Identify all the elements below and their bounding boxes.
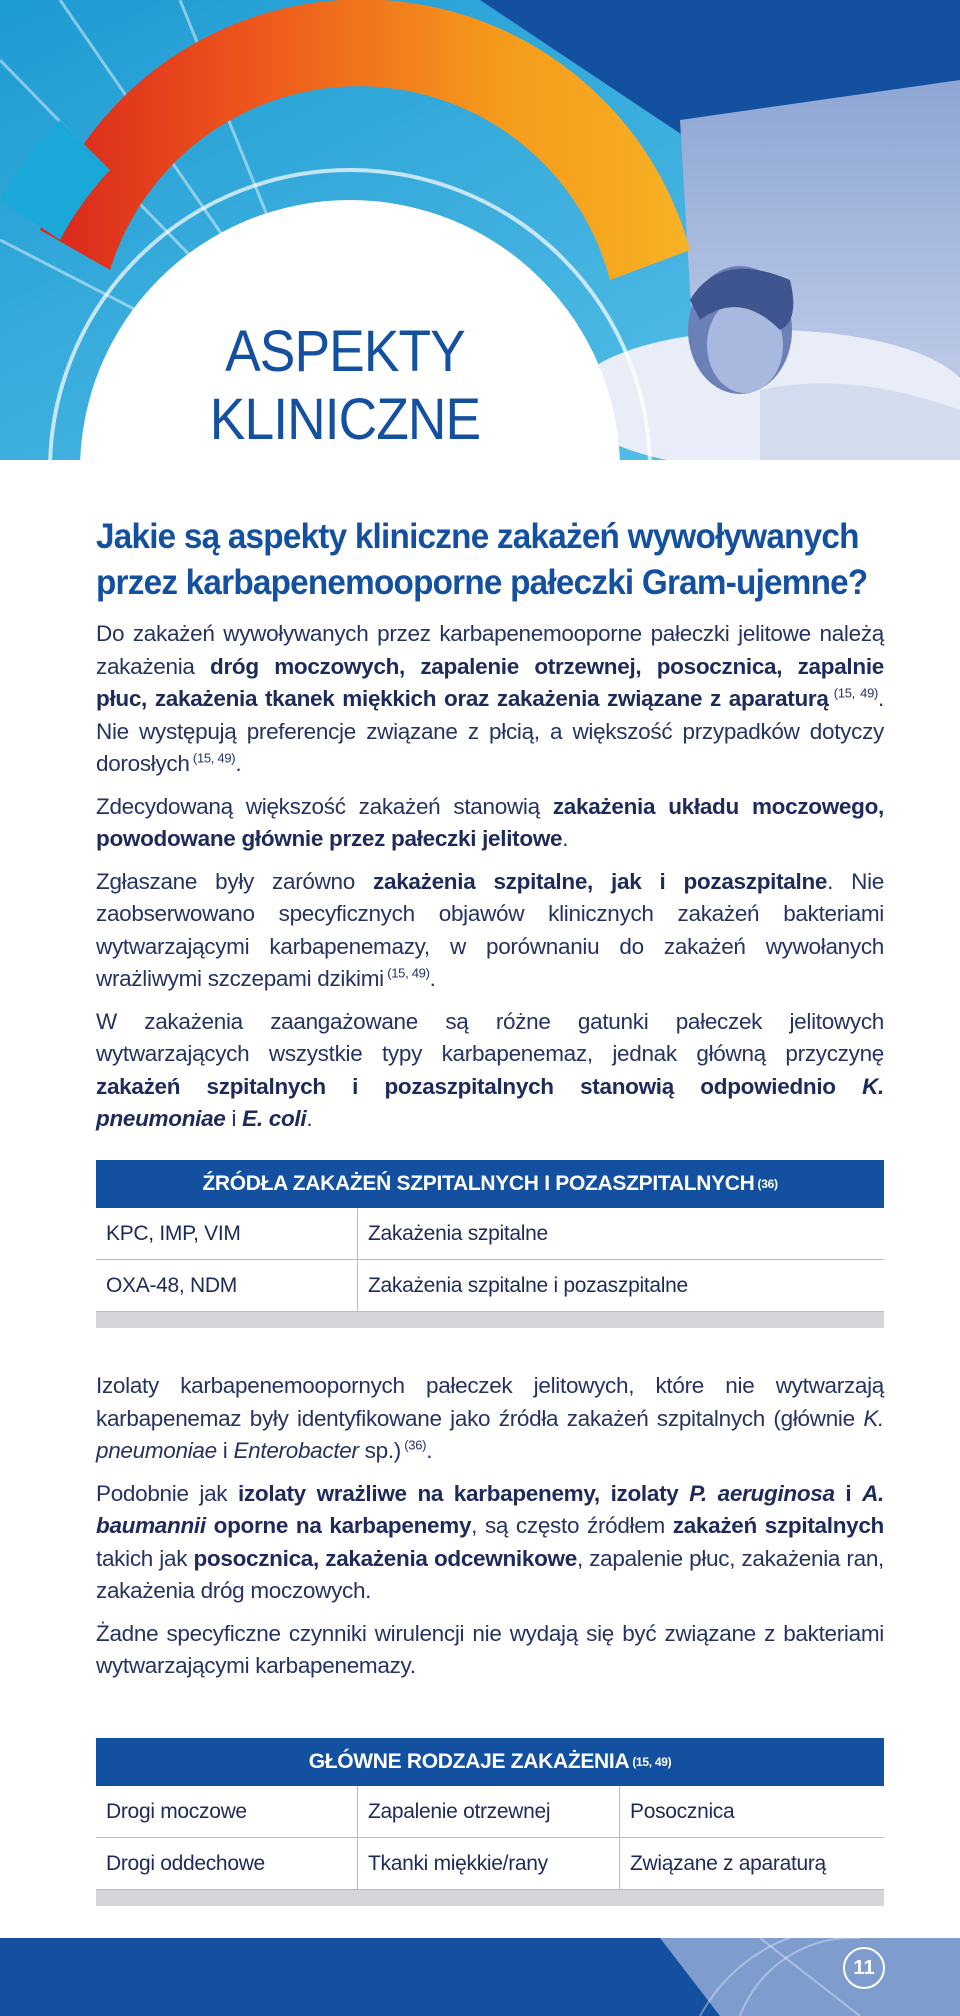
infection-types-table: [96, 1738, 884, 1906]
table-cell: Posocznica: [630, 1799, 735, 1823]
paragraph-6: Podobnie jak izolaty wrażliwe na karbapenemy, izolaty P. aeruginosa i A. baumannii oporne na karbapenemy, są często źródłem zakażeń szpitalnych takich jak posocznica, zakażenia odcewnikowe, zapalenie płuc, zakażenia ran, zakażenia dróg moczowych.: [96, 1480, 885, 1603]
table-cell: Zakażenia szpitalne: [368, 1221, 548, 1245]
table-cell: Drogi oddechowe: [96, 1838, 358, 1889]
table-row: [96, 1208, 884, 1260]
infection-types-table-header: GŁÓWNE RODZAJE ZAKAŻENIA (15, 49): [96, 1738, 884, 1786]
main-content: [96, 514, 884, 1136]
table-cell: Tkanki miękkie/rany: [358, 1838, 620, 1889]
page-title-line2: KLINICZNE: [209, 387, 481, 452]
table-row: [96, 1260, 884, 1312]
section-question: Jakie są aspekty kliniczne zakażeń wywoływanych przez karbapenemooporne pałeczki Gram-ujemne?: [96, 517, 868, 602]
paragraph-1: Do zakażeń wywoływanych przez karbapenemooporne pałeczki jelitowe należą zakażenia dróg moczowych, zapalenie otrzewnej, posocznica, zapalnie płuc, zakażenia tkanek miękkich oraz zakażenia związane z aparaturą $^{(15, 49)}$. Nie występują preferencje związane z płcią, a większość przypadków dotyczy dorosłych $^{(15, 49)}$.: [96, 621, 884, 776]
sources-table: [96, 1160, 884, 1328]
page-number: 11: [843, 1947, 885, 1989]
table-cell: KPC, IMP, VIM: [96, 1208, 358, 1259]
table-row: [96, 1786, 884, 1838]
footer-graphic: [0, 1938, 960, 2016]
lower-content: [96, 1370, 884, 1683]
table-cell: Zapalenie otrzewnej: [358, 1786, 620, 1837]
table-cell: OXA-48, NDM: [96, 1260, 358, 1311]
table-cell: Zakażenia szpitalne i pozaszpitalne: [368, 1273, 688, 1297]
page-title-line1: ASPEKTY: [225, 319, 465, 384]
table-row: [96, 1838, 884, 1890]
table-cell: Związane z aparaturą: [630, 1851, 826, 1875]
paragraph-2: Zdecydowaną większość zakażeń stanowią zakażenia układu moczowego, powodowane głównie przez pałeczki jelitowe.: [96, 793, 884, 851]
paragraph-5: Izolaty karbapenemoopornych pałeczek jelitowych, które nie wytwarzają karbapenemaz były identyfikowane jako źródła zakażeń szpitalnych (głównie K. pneumoniae i Enterobacter sp.) $^{(36)}$.: [96, 1373, 884, 1463]
table-cell: Drogi moczowe: [96, 1786, 358, 1837]
sources-table-header: ŹRÓDŁA ZAKAŻEŃ SZPITALNYCH I POZASZPITALNYCH (36): [96, 1160, 884, 1208]
footer-band: [0, 1938, 960, 2016]
header-banner: [0, 0, 960, 460]
paragraph-7: Żadne specyficzne czynniki wirulencji nie wydają się być związane z bakteriami wytwarzającymi karbapenemazy.: [96, 1620, 884, 1678]
table-footer-bar: [96, 1312, 884, 1328]
paragraph-4: W zakażenia zaangażowane są różne gatunki pałeczek jelitowych wytwarzających wszystkie typy karbapenemaz, jednak główną przyczynę zakażeń szpitalnych i pozaszpitalnych stanowią odpowiednio K. pneumoniae i E. coli.: [96, 1008, 884, 1131]
table-footer-bar: [96, 1890, 884, 1906]
paragraph-3: Zgłaszane były zarówno zakażenia szpitalne, jak i pozaszpitalne. Nie zaobserwowano specyficznych objawów klinicznych zakażeń bakteriami wytwarzającymi karbapenemazy, w porównaniu do zakażeń wywołanych wrażliwymi szczepami dzikimi $^{(15, 49)}$.: [96, 868, 884, 991]
